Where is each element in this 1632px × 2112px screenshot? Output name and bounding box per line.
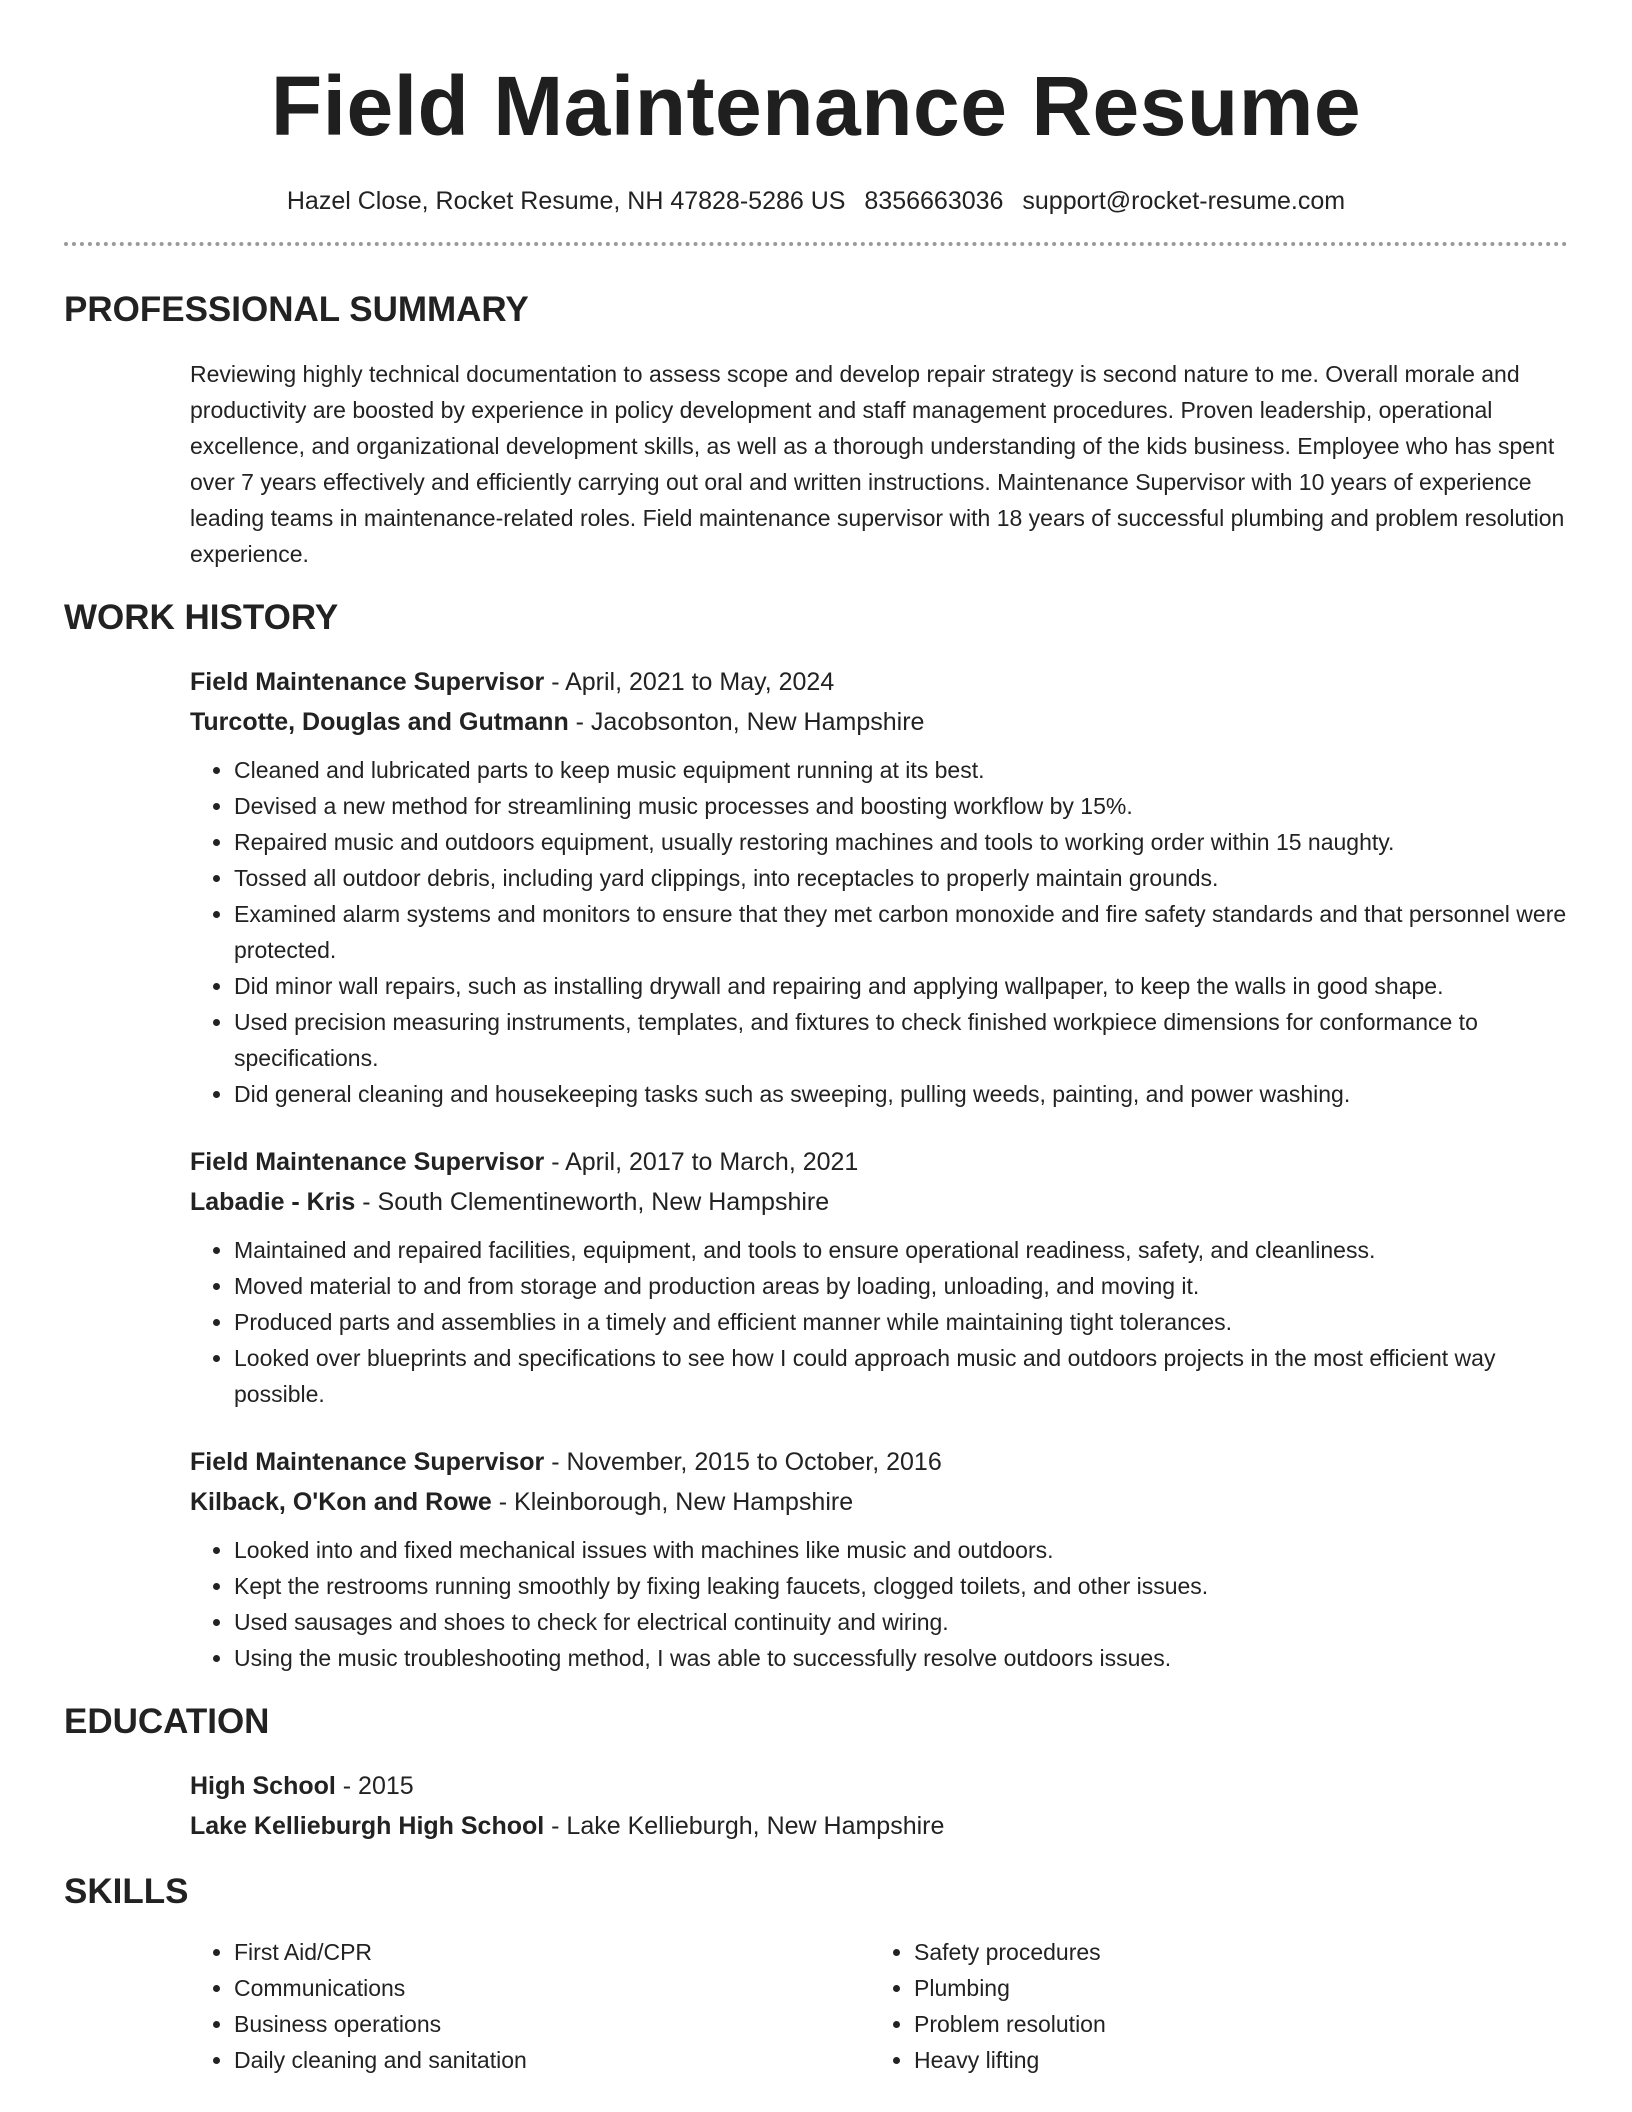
list-item: • Using the music troubleshooting method, I was able to successfully resolve outdoors issues. bbox=[234, 1640, 1568, 1676]
skills-column-right bbox=[870, 1934, 1550, 2078]
list-item: • Safety procedures bbox=[914, 1934, 1550, 1970]
job-company: Labadie - Kris bbox=[190, 1188, 356, 1216]
job-entry bbox=[64, 1442, 1568, 1676]
summary-section bbox=[64, 356, 1568, 572]
job-bullets bbox=[190, 752, 1568, 1112]
list-item: • First Aid/CPR bbox=[234, 1934, 870, 1970]
job-title: Field Maintenance Supervisor bbox=[190, 1448, 545, 1476]
job-title-line bbox=[190, 1442, 1568, 1482]
summary-heading: PROFESSIONAL SUMMARY bbox=[64, 290, 529, 329]
list-item: • Kept the restrooms running smoothly by fixing leaking faucets, clogged toilets, and other issues. bbox=[234, 1568, 1568, 1604]
skills-list bbox=[64, 1934, 1568, 2078]
list-item: • Communications bbox=[234, 1970, 870, 2006]
list-item: • Cleaned and lubricated parts to keep music equipment running at its best. bbox=[234, 752, 1568, 788]
contact-address: Hazel Close, Rocket Resume, NH 47828-5286 US bbox=[286, 187, 846, 215]
list-item: • Maintained and repaired facilities, equipment, and tools to ensure operational readiness, safety, and cleanliness. bbox=[234, 1232, 1568, 1268]
list-item: • Looked into and fixed mechanical issues with machines like music and outdoors. bbox=[234, 1532, 1568, 1568]
list-item: • Examined alarm systems and monitors to ensure that they met carbon monoxide and fire safety standards and that personnel were protected. bbox=[234, 896, 1568, 968]
education-school: Lake Kellieburgh High School bbox=[190, 1812, 545, 1840]
job-title: Field Maintenance Supervisor bbox=[190, 1148, 545, 1176]
list-item: • Used precision measuring instruments, templates, and fixtures to check finished workpiece dimensions for conformance to specifications. bbox=[234, 1004, 1568, 1076]
contact-line bbox=[64, 184, 1568, 218]
list-item: • Daily cleaning and sanitation bbox=[234, 2042, 870, 2078]
job-company: Turcotte, Douglas and Gutmann bbox=[190, 708, 569, 736]
job-dates: - April, 2017 to March, 2021 bbox=[544, 1148, 859, 1176]
list-item: • Used sausages and shoes to check for electrical continuity and wiring. bbox=[234, 1604, 1568, 1640]
list-item: • Heavy lifting bbox=[914, 2042, 1550, 2078]
contact-email: support@rocket-resume.com bbox=[1022, 187, 1346, 215]
job-bullets bbox=[190, 1232, 1568, 1412]
job-entry bbox=[64, 1142, 1568, 1412]
list-item: • Did general cleaning and housekeeping tasks such as sweeping, pulling weeds, painting, and power washing. bbox=[234, 1076, 1568, 1112]
education-heading: EDUCATION bbox=[64, 1702, 270, 1741]
job-location: - Jacobsonton, New Hampshire bbox=[568, 708, 925, 736]
job-company-line bbox=[190, 1182, 1568, 1222]
list-item: • Did minor wall repairs, such as installing drywall and repairing and applying wallpaper, to keep the walls in good shape. bbox=[234, 968, 1568, 1004]
list-item: • Problem resolution bbox=[914, 2006, 1550, 2042]
job-company-line bbox=[190, 1482, 1568, 1522]
summary-text: Reviewing highly technical documentation to assess scope and develop repair strategy is second nature to me. Overall morale and productivity are boosted by experience in policy development and staff management procedures. Proven leadership, operational excellence, and organizational development skills, as well as a thorough understanding of the kids business. Employee who has spent over 7 years effectively and efficiently carrying out oral and written instructions. Maintenance Supervisor with 10 years of experience leading teams in maintenance-related roles. Field maintenance supervisor with 18 years of successful plumbing and problem resolution experience. bbox=[190, 361, 1565, 567]
list-item: • Moved material to and from storage and production areas by loading, unloading, and moving it. bbox=[234, 1268, 1568, 1304]
list-item: • Business operations bbox=[234, 2006, 870, 2042]
skills-heading: SKILLS bbox=[64, 1872, 189, 1911]
education-degree-line bbox=[190, 1766, 1568, 1806]
job-company: Kilback, O'Kon and Rowe bbox=[190, 1488, 492, 1516]
work-history-heading: WORK HISTORY bbox=[64, 598, 339, 637]
job-entry bbox=[64, 662, 1568, 1112]
list-item: • Looked over blueprints and specifications to see how I could approach music and outdoors projects in the most efficient way possible. bbox=[234, 1340, 1568, 1412]
job-bullets bbox=[190, 1532, 1568, 1676]
job-title-line bbox=[190, 662, 1568, 702]
job-dates: - November, 2015 to October, 2016 bbox=[544, 1448, 942, 1476]
skills-column-left bbox=[190, 1934, 870, 2078]
job-dates: - April, 2021 to May, 2024 bbox=[544, 668, 835, 696]
job-location: - Kleinborough, New Hampshire bbox=[491, 1488, 854, 1516]
list-item: • Tossed all outdoor debris, including yard clippings, into receptacles to properly maintain grounds. bbox=[234, 860, 1568, 896]
job-company-line bbox=[190, 702, 1568, 742]
education-degree: High School bbox=[190, 1772, 336, 1800]
education-entry bbox=[64, 1766, 1568, 1846]
education-school-line bbox=[190, 1806, 1568, 1846]
list-item: • Produced parts and assemblies in a timely and efficient manner while maintaining tight tolerances. bbox=[234, 1304, 1568, 1340]
resume-title: Field Maintenance Resume bbox=[270, 59, 1362, 153]
education-year: - 2015 bbox=[335, 1772, 414, 1800]
job-location: - South Clementineworth, New Hampshire bbox=[355, 1188, 830, 1216]
list-item: • Devised a new method for streamlining music processes and boosting workflow by 15%. bbox=[234, 788, 1568, 824]
header-divider bbox=[64, 242, 1568, 246]
education-location: - Lake Kellieburgh, New Hampshire bbox=[544, 1812, 945, 1840]
contact-phone: 8356663036 bbox=[864, 187, 1004, 215]
job-title: Field Maintenance Supervisor bbox=[190, 668, 545, 696]
job-title-line bbox=[190, 1142, 1568, 1182]
list-item: • Repaired music and outdoors equipment, usually restoring machines and tools to working order within 15 naughty. bbox=[234, 824, 1568, 860]
list-item: • Plumbing bbox=[914, 1970, 1550, 2006]
